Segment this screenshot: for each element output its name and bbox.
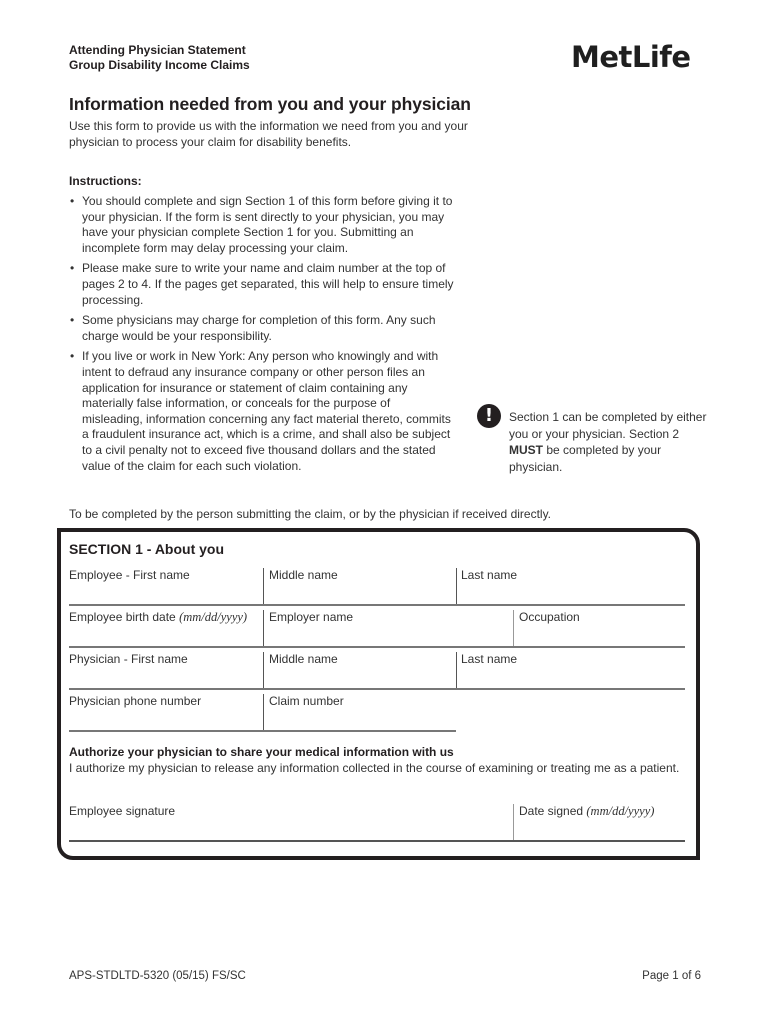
page-number: Page 1 of 6 [642,970,701,982]
authorization-heading: Authorize your physician to share your medical information with us [69,745,454,759]
authorization-text: I authorize my physician to release any information collected in the course of examining or treating me as a patient. [69,761,680,775]
document-type-line2: Group Disability Income Claims [69,58,250,72]
date-format-hint: (mm/dd/yyyy) [586,804,655,818]
form-code: APS-STDLTD-5320 (05/15) FS/SC [69,970,246,982]
field-divider [263,652,264,688]
completed-by-text: To be completed by the person submitting the claim, or by the physician if received directly. [69,507,552,521]
employer-name-field[interactable]: Employer name [269,610,354,624]
employee-middle-name-field[interactable]: Middle name [269,568,338,582]
document-type-line1: Attending Physician Statement [69,43,246,57]
field-divider [456,568,457,604]
section-1-title: SECTION 1 - About you [69,541,225,557]
employee-birth-date-field[interactable] [69,610,247,625]
intro-text: Use this form to provide us with the information we need from you and your physician to process your claim for disability benefits. [69,119,468,149]
date-format-hint: (mm/dd/yyyy) [179,610,248,624]
birth-date-label: Employee birth date [69,610,180,624]
physician-middle-name-field[interactable]: Middle name [269,652,338,666]
employee-last-name-field[interactable]: Last name [461,568,518,582]
date-signed-field[interactable] [519,804,654,819]
physician-phone-field[interactable]: Physician phone number [69,694,202,708]
employee-signature-field[interactable]: Employee signature [69,804,176,818]
physician-last-name-field[interactable]: Last name [461,652,518,666]
note-text-before: Section 1 can be completed by either you or your physician. Section 2 [509,410,707,441]
physician-first-name-field[interactable]: Physician - First name [69,652,188,666]
note-text-bold: MUST [509,443,543,457]
instruction-item: • Some physicians may charge for completion of this form. Any such charge would be your responsibility. [69,313,454,344]
occupation-field[interactable]: Occupation [519,610,580,624]
note-text-after: be completed by your physician. [509,443,662,474]
claim-number-field[interactable]: Claim number [269,694,344,708]
row-separator [69,646,685,648]
employee-first-name-field[interactable]: Employee - First name [69,568,190,582]
field-divider [456,652,457,688]
field-divider [513,610,514,646]
row-separator [69,604,685,606]
document-type [69,43,250,73]
instruction-item: • Please make sure to write your name and claim number at the top of pages 2 to 4. If the pages get separated, this will help to ensure timely processing. [69,261,454,308]
instructions-list [69,194,454,479]
instructions-heading: Instructions: [69,174,142,188]
section-note [509,409,709,475]
field-divider [263,694,264,730]
instruction-item: • You should complete and sign Section 1 of this form before giving it to your physician. If the form is sent directly to your physician, you may have your physician complete Section 1 for you. Submitting an incomplete form may delay processing your claim. [69,194,454,256]
field-divider [263,610,264,646]
row-separator [69,730,456,732]
date-signed-label: Date signed [519,804,587,818]
page-title: Information needed from you and your physician [69,94,471,114]
instruction-item: • If you live or work in New York: Any person who knowingly and with intent to defraud any insurance company or other person files an application for insurance or statement of claim containing any materially false information, or conceals for the purpose of misleading, information concerning any fact material thereto, commits a fraudulent insurance act, which is a crime, and shall also be subject to a civil penalty not to exceed five thousand dollars and the stated value of the claim for each such violation. [69,349,454,474]
field-divider [263,568,264,604]
row-separator [69,840,685,842]
exclamation-icon: ! [477,404,501,428]
field-divider [513,804,514,840]
metlife-logo: MetLife [571,40,691,74]
row-separator [69,688,685,690]
